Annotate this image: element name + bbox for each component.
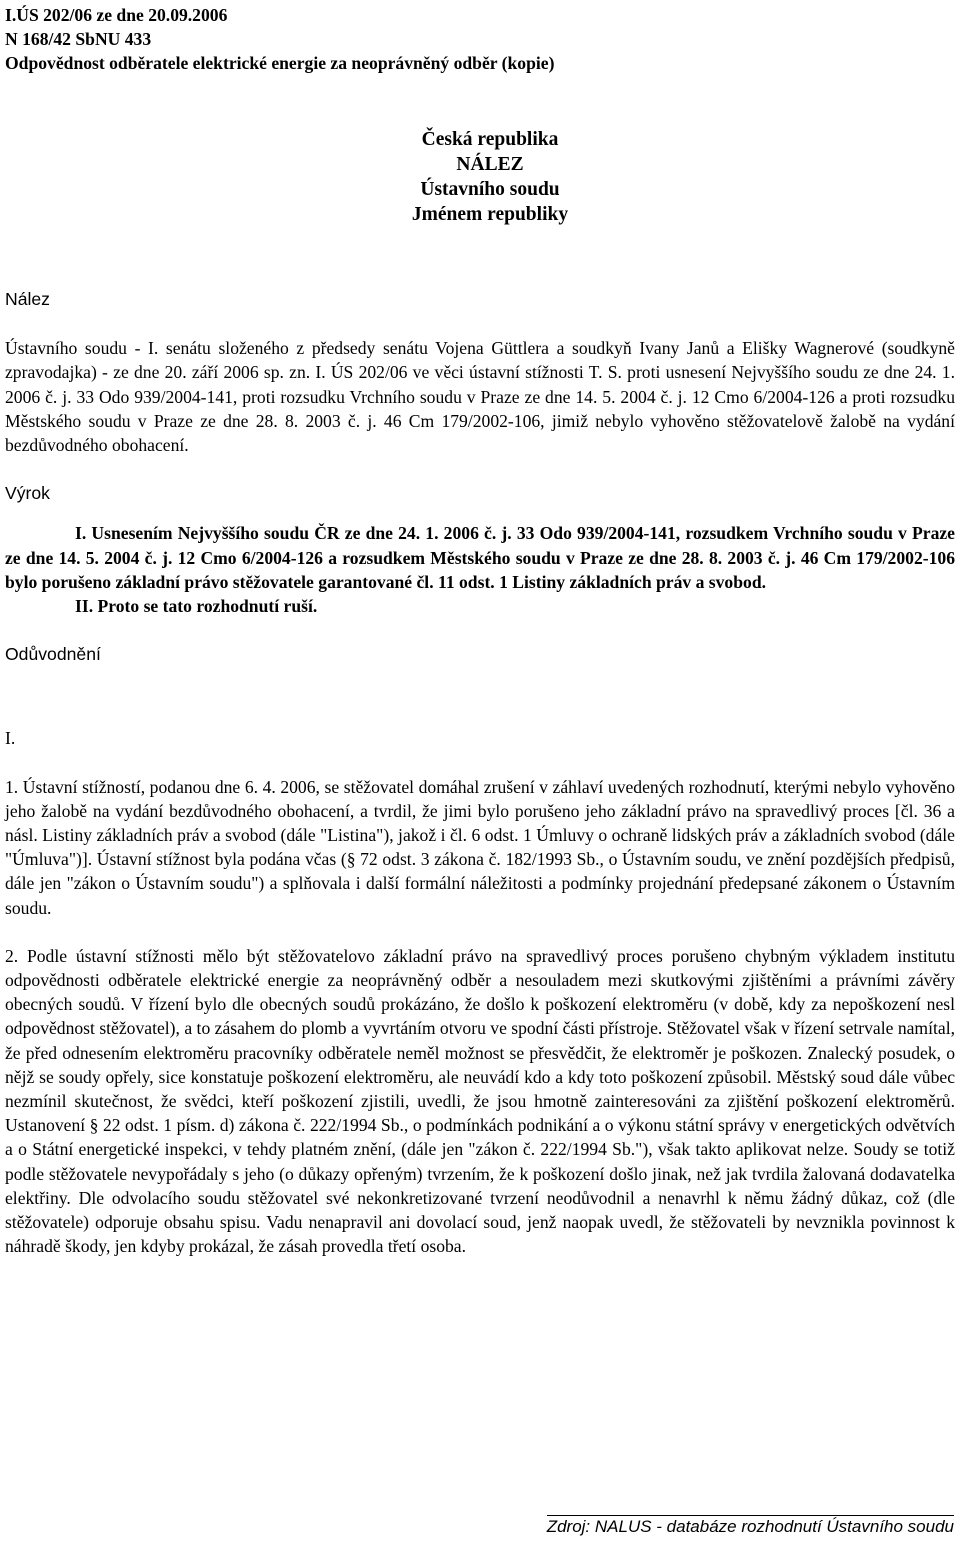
heading-court: Ústavního soudu: [420, 179, 560, 200]
vyrok-label: Výrok: [5, 483, 50, 504]
source-footer: Zdroj: NALUS - databáze rozhodnutí Ústavního soudu: [546, 1517, 954, 1536]
case-reference: I.ÚS 202/06 ze dne 20.09.2006: [5, 5, 228, 25]
collection-reference: N 168/42 SbNU 433: [5, 29, 152, 49]
heading-nalez: NÁLEZ: [456, 154, 524, 175]
vyrok-point-1: I. Usnesením Nejvyššího soudu ČR ze dne 24. 1. 2006 č. j. 33 Odo 939/2004-141, rozsudkem Vrchního soudu v Praze ze dne 14. 5. 2004 č. j. 12 Cmo 6/2004-126 a rozsudkem Městského soudu v Praze ze dne 28. 8. 2003 č. j. 46 Cm 179/2002-106 bylo porušeno základní právo stěžovatele garantované čl. 11 odst. 1 Listiny základních práv a svobod.: [5, 523, 955, 592]
oduvodneni-label: Odůvodnění: [5, 644, 101, 665]
section-roman-one: I.: [5, 728, 16, 749]
document-title: Odpovědnost odběratele elektrické energie za neoprávněný odběr (kopie): [5, 53, 555, 73]
nalez-label: Nález: [5, 289, 50, 309]
ruling-heading: [5, 127, 955, 227]
vyrok-point-2: II. Proto se tato rozhodnutí ruší.: [75, 596, 318, 617]
heading-country: Česká republika: [421, 129, 559, 150]
paragraph-1: 1. Ústavní stížností, podanou dne 6. 4. 2006, se stěžovatel domáhal zrušení v záhlaví uvedených rozhodnutí, kterými nebylo vyhověno jeho žalobě na vydání bezdůvodného obohacení, a tvrdil, že jimi bylo porušeno jeho základní právo na spravedlivý proces [čl. 36 a násl. Listiny základních práv a svobod (dále "Listina"), jakož i čl. 6 odst. 1 Úmluvy o ochraně lidských práv a základních svobod (dále "Úmluva")]. Ústavní stížnost byla podána včas (§ 72 odst. 3 zákona č. 182/1993 Sb., o Ústavním soudu, ve znění pozdějších předpisů, dále jen "zákon o Ústavním soudu") a splňovala i další formální náležitosti a podmínky projednání předepsané zákonem o Ústavním soudu.: [5, 776, 955, 918]
document-page: [5, 3, 955, 1259]
document-header: [5, 3, 955, 75]
paragraph-2: 2. Podle ústavní stížnosti mělo být stěžovatelovo základní právo na spravedlivý proces porušeno chybným výkladem institutu odpovědnosti odběratele elektrické energie za neoprávněný odběr a nesouladem mezi skutkovými zjištěními a právními závěry obecných soudů. V řízení bylo dle obecných soudů prokázáno, že došlo k poškození elektroměru (v době, kdy za nepoškození nesl odpovědnost stěžovatel), a to zásahem do plomb a vyvrtáním otvoru ve spodní části přístroje. Stěžovatel však v řízení setrvale namítal, že před odnesením elektroměru pracovníky odběratele neměl možnost se přesvědčit, že elektroměr je poškozen. Znalecký posudek, o nějž se soudy opřely, sice konstatuje poškození elektroměru, ale neuvádí kdo a kdy toto poškození způsobil. Městský soud dále vůbec nezmínil skutečnost, že svědci, kteří poškození zjistili, uvedli, že jsou hmotně zainteresováni za zjištění poškození elektroměrů. Ustanovení § 22 odst. 1 písm. d) zákona č. 222/1994 Sb., o podmínkách podnikání a o výkonu státní správy v energetických odvětvích a o Státní energetické inspekci, v tehdy platném znění, (dále jen "zákon č. 222/1994 Sb."), však takto aplikovat nelze. Soudy se totiž podle stěžovatele nevypořádaly s jeho (o důkazy opřeným) tvrzením, že k poškození došlo jinak, než jak tvrdila žalovaná dodavatelka elektřiny. Dle odvolacího soudu stěžovatel své nekonkretizované tvrzení neodůvodnil a nenavrhl k němu žádný důkaz, což (dle stěžovatele) odporuje obsahu spisu. Vadu nenapravil ani dovolací soud, jenž naopak uvedl, že stěžovateli by nevznikla povinnost k náhradě škody, jen kdyby prokázal, že zásah provedla třetí osoba.: [5, 945, 955, 1257]
intro-paragraph: Ústavního soudu - I. senátu složeného z předsedy senátu Vojena Güttlera a soudkyň Ivany Janů a Elišky Wagnerové (soudkyně zpravodajka) - ze dne 20. září 2006 sp. zn. I. ÚS 202/06 ve věci ústavní stížnosti T. S. proti usnesení Nejvyššího soudu ze dne 24. 1. 2006 č. j. 33 Odo 939/2004-141, proti rozsudku Vrchního soudu v Praze ze dne 14. 5. 2004 č. j. 12 Cmo 6/2004-126 a proti rozsudku Městského soudu v Praze ze dne 28. 8. 2003 č. j. 46 Cm 179/2002-106, jimiž nebylo vyhověno stěžovatelově žalobě na vydání bezdůvodného obohacení.: [5, 338, 955, 456]
heading-republic: Jménem republiky: [411, 204, 569, 225]
